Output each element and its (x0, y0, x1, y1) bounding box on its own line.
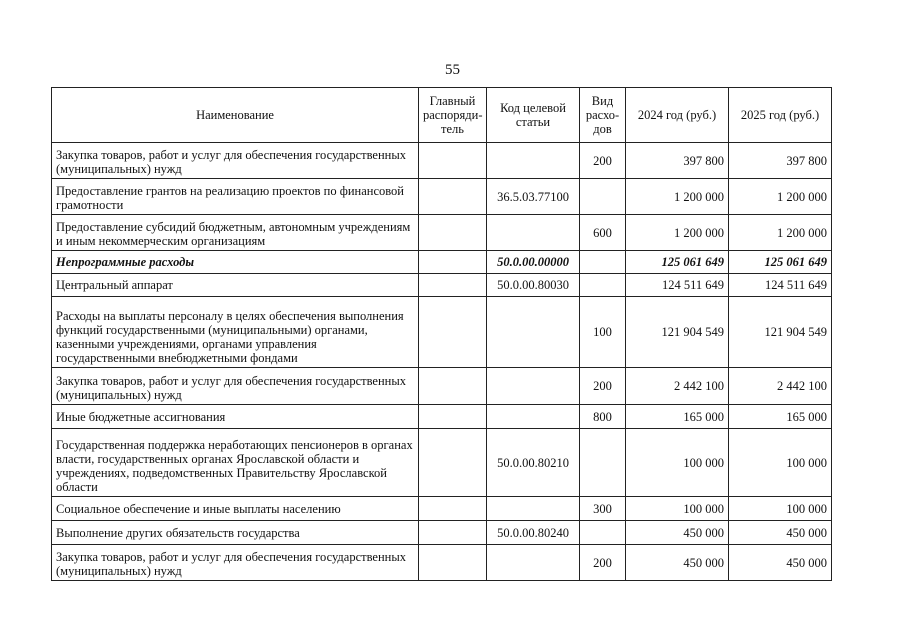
row-target-code: 50.0.00.80240 (487, 521, 580, 545)
row-amount-2025: 121 904 549 (729, 297, 832, 368)
row-expense-type: 200 (580, 368, 626, 405)
row-amount-2024: 124 511 649 (626, 274, 729, 297)
header-2025: 2025 год (руб.) (729, 88, 832, 143)
row-target-code: 50.0.00.80030 (487, 274, 580, 297)
header-2024: 2024 год (руб.) (626, 88, 729, 143)
row-name: Расходы на выплаты персоналу в целях обеспечения выполнения функций государственными (муниципальными) органами, казенными учреждениями, органами управления государственными внебюджетными фондами (52, 297, 419, 368)
row-name: Выполнение других обязательств государства (52, 521, 419, 545)
row-expense-type: 300 (580, 497, 626, 521)
table-row (52, 215, 832, 251)
row-target-code (487, 143, 580, 179)
row-manager (419, 179, 487, 215)
row-amount-2025: 165 000 (729, 405, 832, 429)
row-target-code (487, 545, 580, 581)
row-name: Непрограммные расходы (52, 251, 419, 274)
row-target-code (487, 297, 580, 368)
row-expense-type: 100 (580, 297, 626, 368)
row-manager (419, 405, 487, 429)
row-amount-2024: 125 061 649 (626, 251, 729, 274)
row-manager (419, 143, 487, 179)
row-expense-type (580, 429, 626, 497)
row-amount-2024: 100 000 (626, 429, 729, 497)
row-amount-2025: 124 511 649 (729, 274, 832, 297)
row-name: Предоставление субсидий бюджетным, автономным учреждениям и иным некоммерческим организациям (52, 215, 419, 251)
row-amount-2025: 100 000 (729, 497, 832, 521)
row-target-code: 50.0.00.00000 (487, 251, 580, 274)
page-number: 55 (445, 62, 460, 78)
row-amount-2025: 450 000 (729, 545, 832, 581)
row-amount-2024: 397 800 (626, 143, 729, 179)
row-amount-2025: 397 800 (729, 143, 832, 179)
row-name: Закупка товаров, работ и услуг для обеспечения государственных (муниципальных) нужд (52, 143, 419, 179)
row-expense-type: 200 (580, 143, 626, 179)
table-row (52, 368, 832, 405)
row-target-code (487, 215, 580, 251)
row-manager (419, 274, 487, 297)
row-amount-2025: 450 000 (729, 521, 832, 545)
row-manager (419, 251, 487, 274)
header-target-code: Код целевой статьи (487, 88, 580, 143)
table-row (52, 405, 832, 429)
row-amount-2024: 1 200 000 (626, 179, 729, 215)
row-name: Социальное обеспечение и иные выплаты населению (52, 497, 419, 521)
row-expense-type (580, 179, 626, 215)
row-expense-type (580, 521, 626, 545)
row-amount-2024: 100 000 (626, 497, 729, 521)
header-name: Наименование (52, 88, 419, 143)
table-row (52, 143, 832, 179)
table-row (52, 497, 832, 521)
header-manager: Главный распоряди-тель (419, 88, 487, 143)
table-row (52, 297, 832, 368)
row-name: Центральный аппарат (52, 274, 419, 297)
row-expense-type (580, 251, 626, 274)
row-amount-2025: 1 200 000 (729, 215, 832, 251)
row-name: Закупка товаров, работ и услуг для обеспечения государственных (муниципальных) нужд (52, 545, 419, 581)
row-expense-type: 600 (580, 215, 626, 251)
row-amount-2025: 1 200 000 (729, 179, 832, 215)
row-amount-2024: 2 442 100 (626, 368, 729, 405)
row-target-code (487, 368, 580, 405)
row-manager (419, 429, 487, 497)
row-name: Закупка товаров, работ и услуг для обеспечения государственных (муниципальных) нужд (52, 368, 419, 405)
row-amount-2024: 450 000 (626, 521, 729, 545)
header-expense-type: Вид расхо-дов (580, 88, 626, 143)
row-manager (419, 368, 487, 405)
row-expense-type: 800 (580, 405, 626, 429)
row-target-code (487, 497, 580, 521)
row-manager (419, 497, 487, 521)
row-amount-2024: 450 000 (626, 545, 729, 581)
table-row (52, 251, 832, 274)
row-amount-2024: 1 200 000 (626, 215, 729, 251)
table-row (52, 545, 832, 581)
row-target-code: 36.5.03.77100 (487, 179, 580, 215)
row-amount-2024: 121 904 549 (626, 297, 729, 368)
row-manager (419, 215, 487, 251)
table-row (52, 521, 832, 545)
row-expense-type (580, 274, 626, 297)
table-header-row (52, 88, 832, 143)
row-amount-2024: 165 000 (626, 405, 729, 429)
table-row (52, 274, 832, 297)
budget-table (51, 87, 832, 581)
table-row (52, 179, 832, 215)
row-target-code: 50.0.00.80210 (487, 429, 580, 497)
row-name: Государственная поддержка неработающих пенсионеров в органах власти, государственных органах Ярославской области и учреждениях, подведомственных Правительству Ярославской области (52, 429, 419, 497)
row-name: Иные бюджетные ассигнования (52, 405, 419, 429)
row-manager (419, 545, 487, 581)
row-name: Предоставление грантов на реализацию проектов по финансовой грамотности (52, 179, 419, 215)
row-manager (419, 521, 487, 545)
row-target-code (487, 405, 580, 429)
table-row (52, 429, 832, 497)
row-amount-2025: 125 061 649 (729, 251, 832, 274)
row-amount-2025: 2 442 100 (729, 368, 832, 405)
row-amount-2025: 100 000 (729, 429, 832, 497)
row-expense-type: 200 (580, 545, 626, 581)
row-manager (419, 297, 487, 368)
